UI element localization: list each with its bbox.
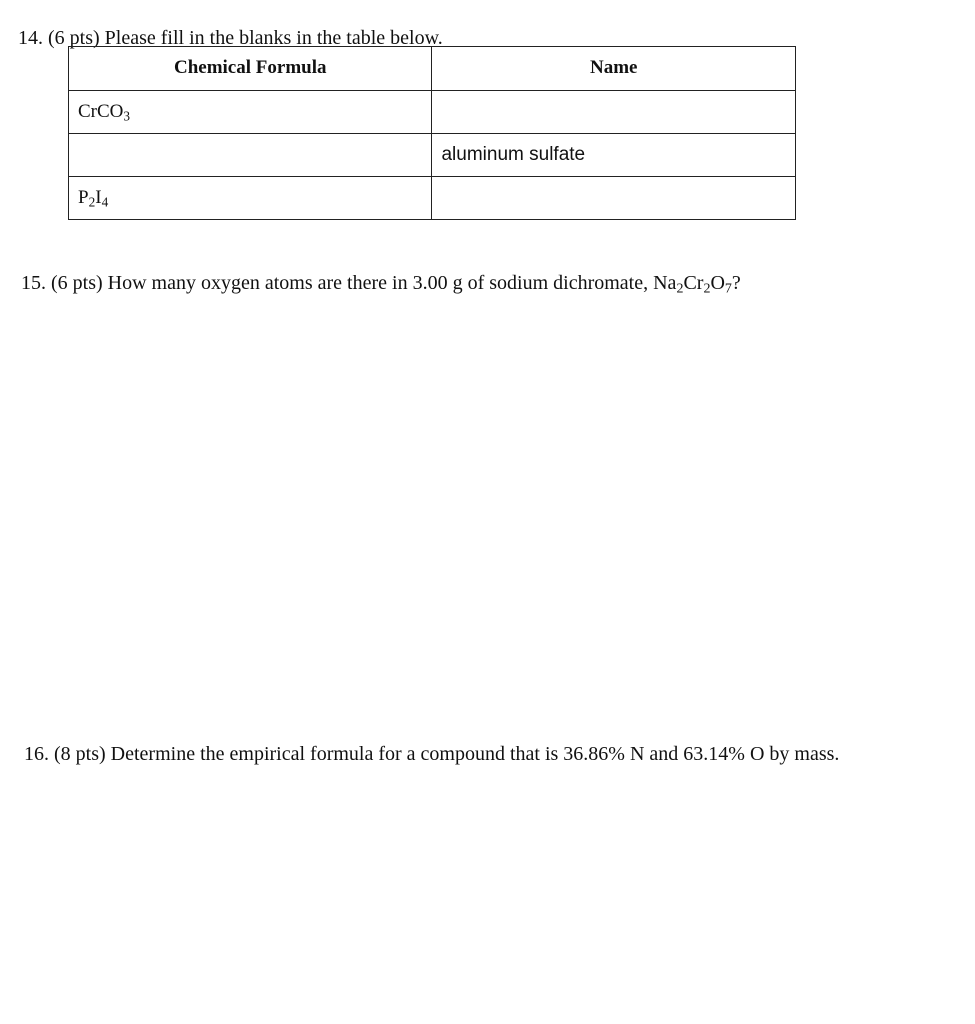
header-name: Name	[432, 47, 796, 91]
question-16	[24, 744, 839, 764]
question-points: (6 pts)	[48, 27, 100, 49]
question-15	[21, 272, 741, 297]
formula-na2cr2o7: $Na_2Cr_2O_7$	[653, 272, 732, 297]
question-number: 15.	[21, 272, 46, 294]
question-text: Please fill in the blanks in the table below.	[104, 27, 443, 49]
formula-cell-blank[interactable]	[69, 134, 432, 177]
table-header-row	[69, 47, 796, 91]
table-row	[69, 177, 796, 220]
formula-p2i4: $P_2I_4$	[78, 187, 109, 210]
name-cell-blank[interactable]	[432, 91, 796, 134]
question-number: 16.	[24, 743, 49, 765]
formula-subscript: 2	[88, 194, 96, 210]
question-points: (6 pts)	[51, 272, 103, 294]
question-points: (8 pts)	[54, 743, 106, 765]
table-row	[69, 134, 796, 177]
question-text: How many oxygen atoms are there in 3.00 g of sodium dichromate,	[107, 272, 654, 294]
table-row	[69, 91, 796, 134]
question-suffix: ?	[731, 272, 741, 294]
formula-subscript: 3	[123, 108, 131, 124]
name-cell: aluminum sulfate	[432, 134, 796, 177]
formula-subscript: 2	[676, 281, 684, 297]
formula-subscript: 2	[703, 281, 711, 297]
formula-cell	[69, 91, 432, 134]
formula-crco3: CrCO$_3$	[78, 101, 131, 124]
formula-name-table	[68, 46, 796, 220]
question-14	[18, 28, 443, 48]
formula-cell	[69, 177, 432, 220]
question-text: Determine the empirical formula for a compound that is 36.86% N and 63.14% O by mass.	[110, 743, 840, 765]
formula-subscript: 4	[101, 194, 109, 210]
question-number: 14.	[18, 27, 43, 49]
header-chemical-formula: Chemical Formula	[69, 47, 432, 91]
name-cell-blank[interactable]	[432, 177, 796, 220]
formula-subscript: 7	[724, 281, 732, 297]
